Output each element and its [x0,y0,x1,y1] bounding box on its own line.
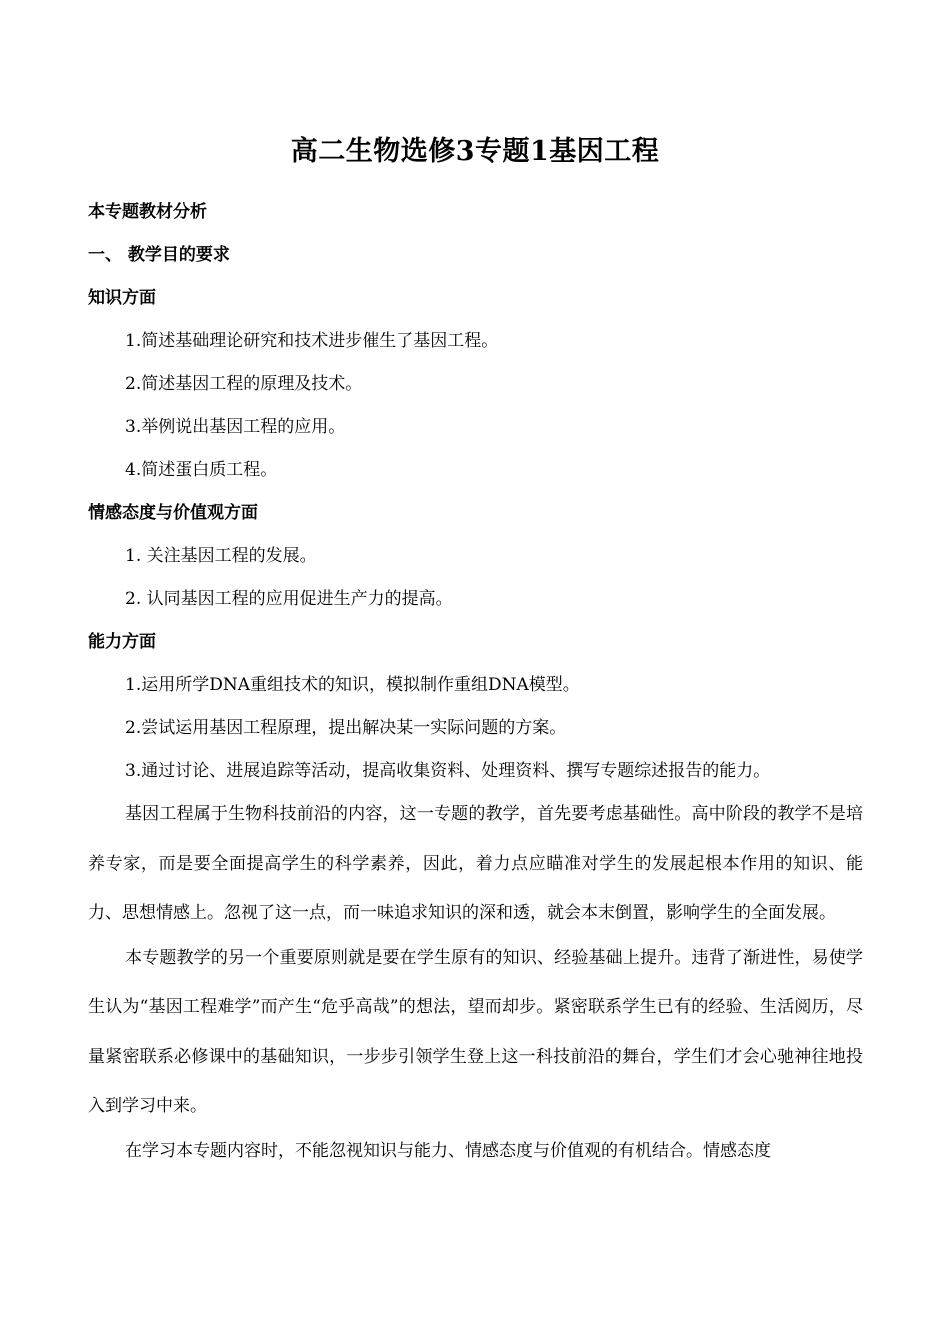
body-paragraph: 基因工程属于生物科技前沿的内容，这一专题的教学，首先要考虑基础性。高中阶段的教学不是培养专家，而是要全面提高学生的科学素养，因此，着力点应瞄准对学生的发展起根本作用的知识、能力、思想情感上。忽视了这一点，而一味追求知识的深和透，就会本末倒置，影响学生的全面发展。 [88,804,863,923]
attitude-heading: 情感态度与价值观方面 [88,503,258,523]
list-item: 2.尝试运用基因工程原理，提出解决某一实际问题的方案。 [125,718,567,738]
knowledge-heading: 知识方面 [88,288,156,308]
body-paragraph: 本专题教学的另一个重要原则就是要在学生原有的知识、经验基础上提升。违背了渐进性，易使学生认为“基因工程难学”而产生“危乎高哉”的想法，望而却步。紧密联系学生已有的经验、生活阅历，尽量紧密联系必修课中的基础知识，一步步引领学生登上这一科技前沿的舞台，学生们才会心驰神往地投入到学习中来。 [88,947,863,1116]
list-item: 2. 认同基因工程的应用促进生产力的提高。 [125,589,453,609]
list-item: 1. 关注基因工程的发展。 [125,546,317,566]
list-item: 4.简述蛋白质工程。 [125,460,278,480]
list-item: 1.运用所学DNA重组技术的知识，模拟制作重组DNA模型。 [125,675,580,695]
subsection-heading: 一、 教学目的要求 [88,245,230,265]
ability-heading: 能力方面 [88,632,156,652]
document-title: 高二生物选修3专题1基因工程 [290,136,660,167]
section-heading: 本专题教材分析 [88,202,207,222]
list-item: 1.简述基础理论研究和技术进步催生了基因工程。 [125,331,499,351]
list-item: 3.举例说出基因工程的应用。 [125,417,346,437]
list-item: 3.通过讨论、进展追踪等活动，提高收集资料、处理资料、撰写专题综述报告的能力。 [125,761,771,781]
body-paragraph: 在学习本专题内容时，不能忽视知识与能力、情感态度与价值观的有机结合。情感态度 [125,1140,771,1161]
document-body [88,196,863,1179]
list-item: 2.简述基因工程的原理及技术。 [125,374,363,394]
